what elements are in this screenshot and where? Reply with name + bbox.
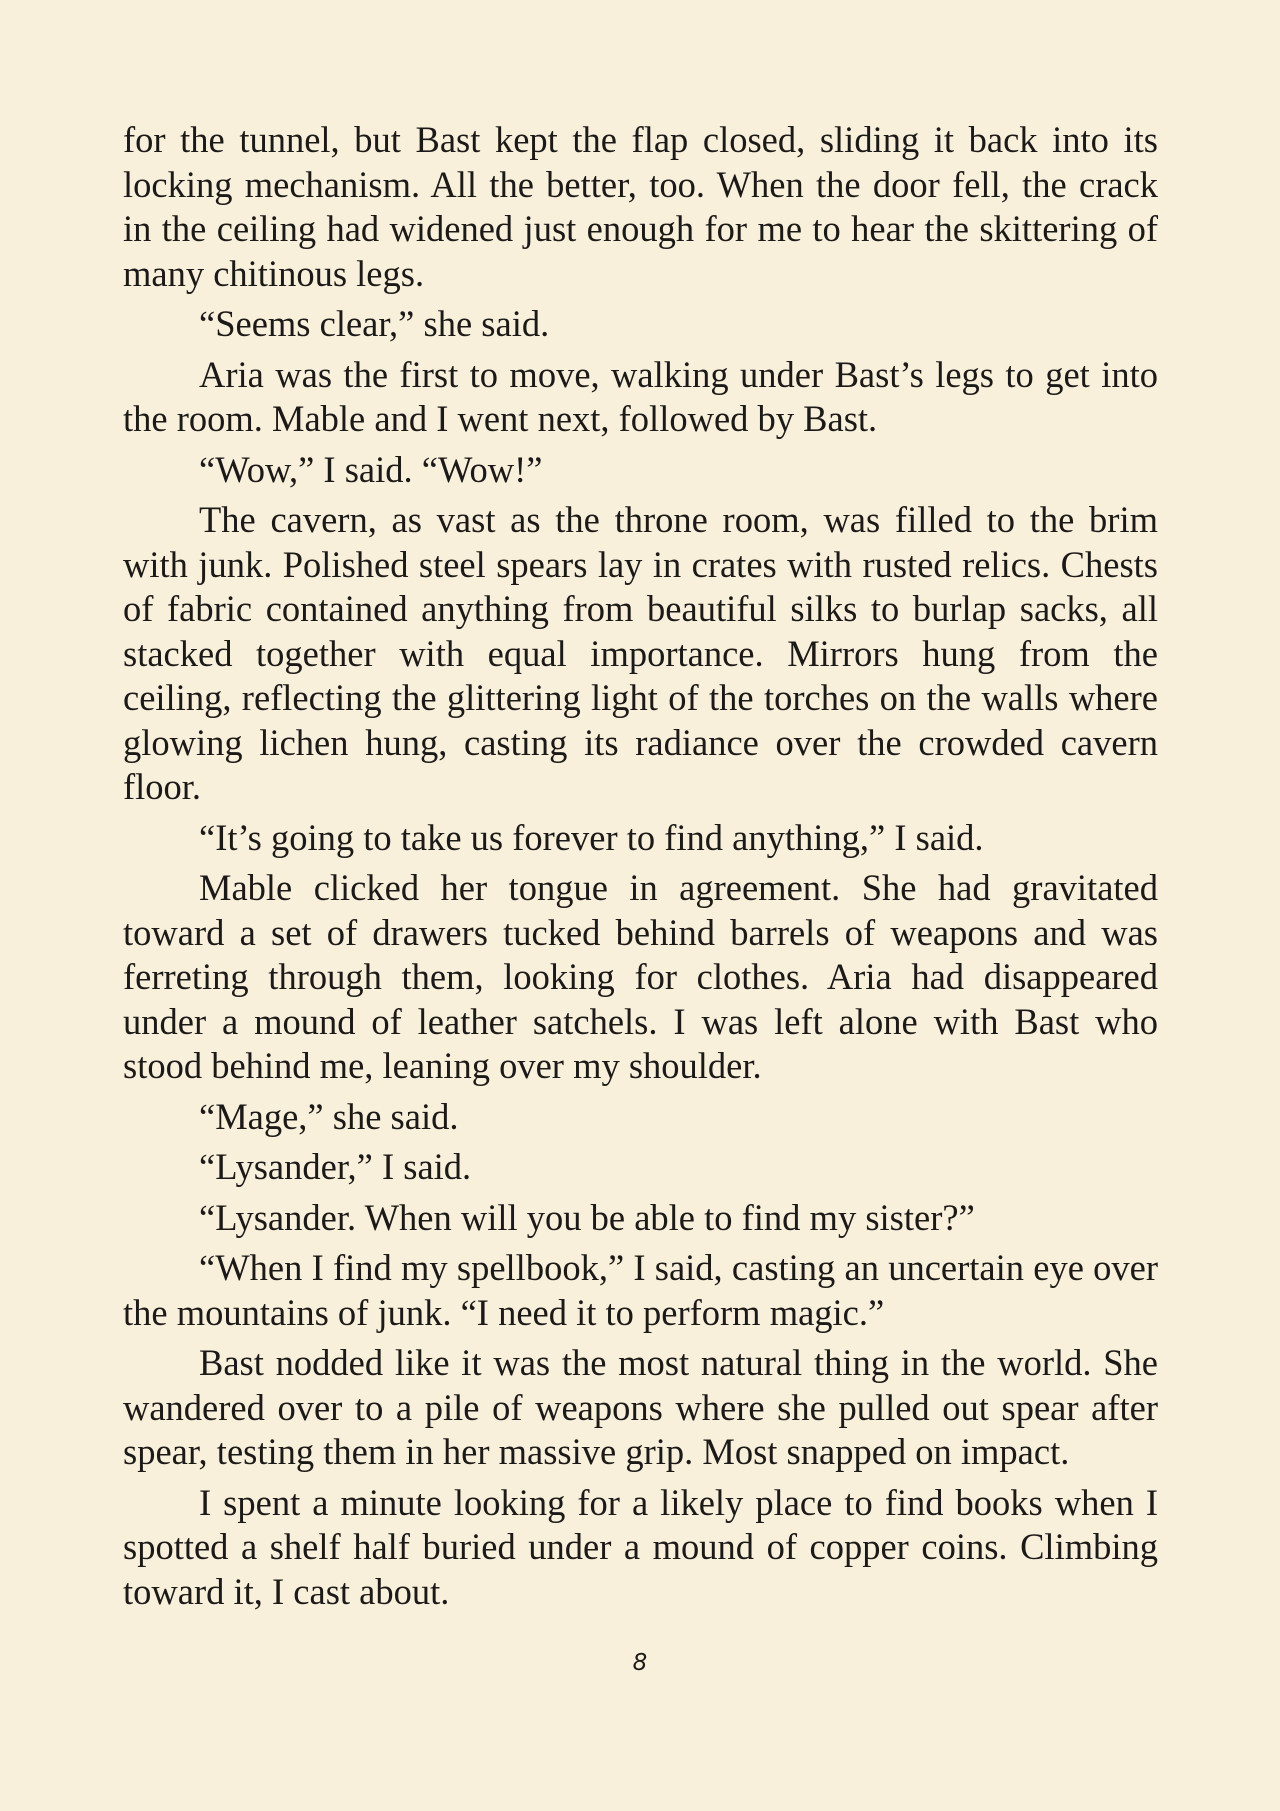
paragraph: I spent a minute looking for a likely place to find books when I spotted a shelf half buried under a mound of copper coins. Climbing toward it, I cast about. [123, 1481, 1158, 1612]
paragraph: “Wow,” I said. “Wow!” [199, 448, 543, 490]
paragraph: The cavern, as vast as the throne room, was filled to the brim with junk. Polished steel spears lay in crates with rusted relics. Chests of fabric contained anything from beautiful silks to burlap sacks, all stacked together with equal importance. Mirrors hung from the ceiling, reflecting the glittering light of the torches on the walls where glowing lichen hung, casting its radiance over the crowded cavern floor. [123, 499, 1158, 807]
paragraph: Bast nodded like it was the most natural thing in the world. She wandered over to a pile of weapons where she pulled out spear after spear, testing them in her massive grip. Most snapped on impact. [123, 1342, 1158, 1472]
paragraph: “When I find my spellbook,” I said, casting an uncertain eye over the mountains of junk. “I need it to perform magic.” [123, 1247, 1158, 1333]
paragraph: “Seems clear,” she said. [199, 303, 550, 344]
paragraph: Aria was the first to move, walking under Bast’s legs to get into the room. Mable and I went next, followed by Bast. [123, 353, 1158, 439]
paragraph: “Lysander,” I said. [199, 1146, 472, 1187]
paragraph: “Lysander. When will you be able to find my sister?” [199, 1196, 975, 1238]
paragraph: “Mage,” she said. [199, 1095, 459, 1137]
paragraph: “It’s going to take us forever to find anything,” I said. [199, 816, 984, 858]
page-number: 8 [632, 1650, 648, 1676]
paragraph: for the tunnel, but Bast kept the flap closed, sliding it back into its locking mechanism. All the better, too. When the door fell, the crack in the ceiling had widened just enough for me to hear the skittering of many chitinous legs. [123, 119, 1158, 294]
page-body [123, 118, 1158, 1620]
paragraph: Mable clicked her tongue in agreement. She had gravitated toward a set of drawers tucked behind barrels of weapons and was ferreting through them, looking for clothes. Aria had disappeared under a mound of leather satchels. I was left alone with Bast who stood behind me, leaning over my shoulder. [123, 867, 1158, 1086]
